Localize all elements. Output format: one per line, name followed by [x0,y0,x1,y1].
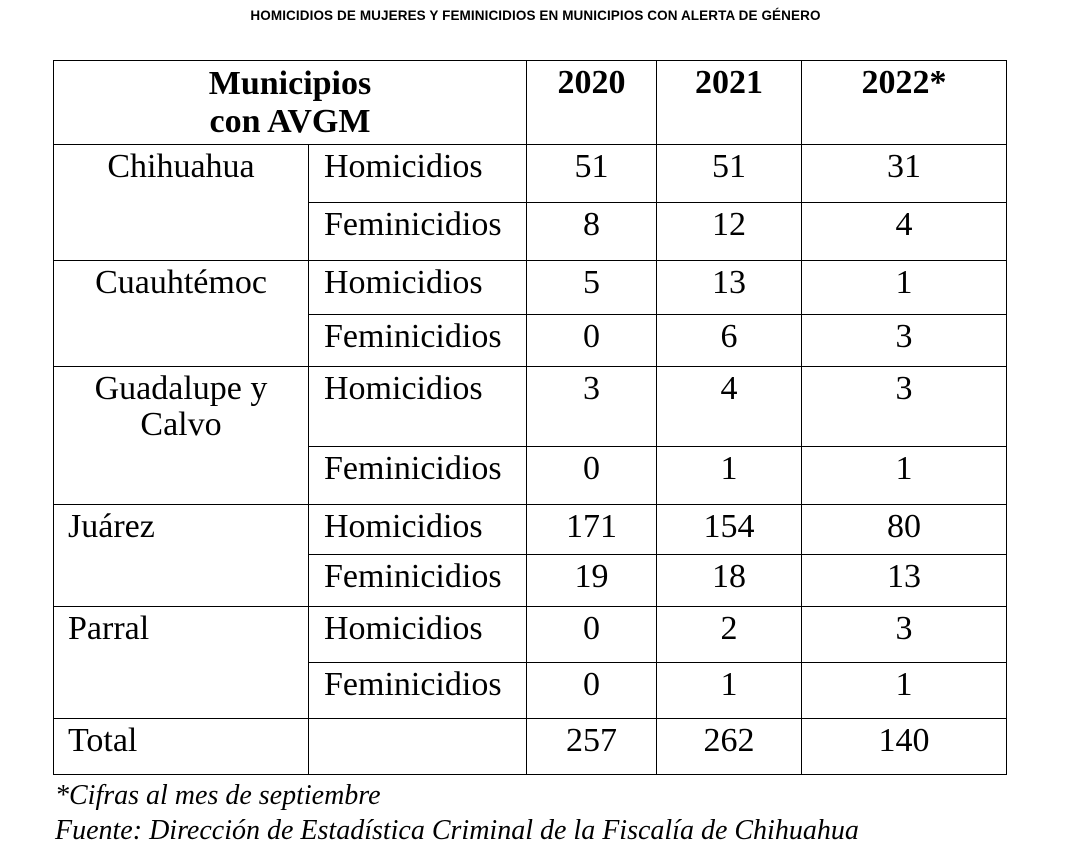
cell-value: 1 [802,261,1007,315]
table-row [54,367,1007,447]
cell-value: 154 [657,505,802,555]
cell-value: 3 [802,315,1007,367]
cell-value: 51 [527,145,657,203]
cell-value: 2 [657,607,802,663]
header-year-2021: 2021 [657,61,802,145]
cell-value: 13 [802,555,1007,607]
total-row [54,719,1007,775]
municipio-cuauhtemoc: Cuauhtémoc [54,261,309,367]
table-row [54,261,1007,315]
table-row [54,505,1007,555]
cell-value: 18 [657,555,802,607]
row-type: Feminicidios [309,555,527,607]
cell-value: 1 [657,663,802,719]
header-municipios-line1: Municipios [208,65,372,102]
table-row [54,607,1007,663]
row-type: Feminicidios [309,203,527,261]
header-municipios-line2: con AVGM [209,103,371,140]
table-header-row [54,61,1007,145]
document-title: HOMICIDIOS DE MUJERES Y FEMINICIDIOS EN MUNICIPIOS CON ALERTA DE GÉNERO [250,8,821,23]
total-empty-cell [309,719,527,775]
cell-value: 6 [657,315,802,367]
cell-value: 4 [657,367,802,447]
cell-value: 1 [802,663,1007,719]
cell-value: 1 [657,447,802,505]
cell-value: 0 [527,607,657,663]
cell-value: 31 [802,145,1007,203]
cell-value: 13 [657,261,802,315]
row-type: Homicidios [309,607,527,663]
header-year-2020: 2020 [527,61,657,145]
municipio-name-line1: Guadalupe y [94,370,268,407]
cell-value: 12 [657,203,802,261]
cell-value: 8 [527,203,657,261]
cell-value: 80 [802,505,1007,555]
row-type: Homicidios [309,367,527,447]
municipio-chihuahua: Chihuahua [54,145,309,261]
row-type: Homicidios [309,261,527,315]
row-type: Homicidios [309,505,527,555]
row-type: Feminicidios [309,315,527,367]
total-label: Total [54,719,309,775]
total-value: 257 [527,719,657,775]
source-note: Fuente: Dirección de Estadística Criminal de la Fiscalía de Chihuahua [55,815,859,846]
homicides-table [53,60,1007,775]
cell-value: 19 [527,555,657,607]
header-year-2022: 2022* [802,61,1007,145]
cell-value: 3 [802,367,1007,447]
table-row [54,145,1007,203]
cell-value: 5 [527,261,657,315]
municipio-guadalupe-y-calvo [54,367,309,505]
cell-value: 1 [802,447,1007,505]
row-type: Feminicidios [309,447,527,505]
footnote: *Cifras al mes de septiembre [55,780,381,811]
cell-value: 0 [527,447,657,505]
cell-value: 0 [527,663,657,719]
total-value: 140 [802,719,1007,775]
total-value: 262 [657,719,802,775]
header-municipios [54,61,527,145]
cell-value: 51 [657,145,802,203]
cell-value: 4 [802,203,1007,261]
cell-value: 171 [527,505,657,555]
row-type: Feminicidios [309,663,527,719]
cell-value: 0 [527,315,657,367]
municipio-parral: Parral [54,607,309,719]
cell-value: 3 [527,367,657,447]
municipio-name-line2: Calvo [140,406,222,443]
municipio-juarez: Juárez [54,505,309,607]
cell-value: 3 [802,607,1007,663]
row-type: Homicidios [309,145,527,203]
